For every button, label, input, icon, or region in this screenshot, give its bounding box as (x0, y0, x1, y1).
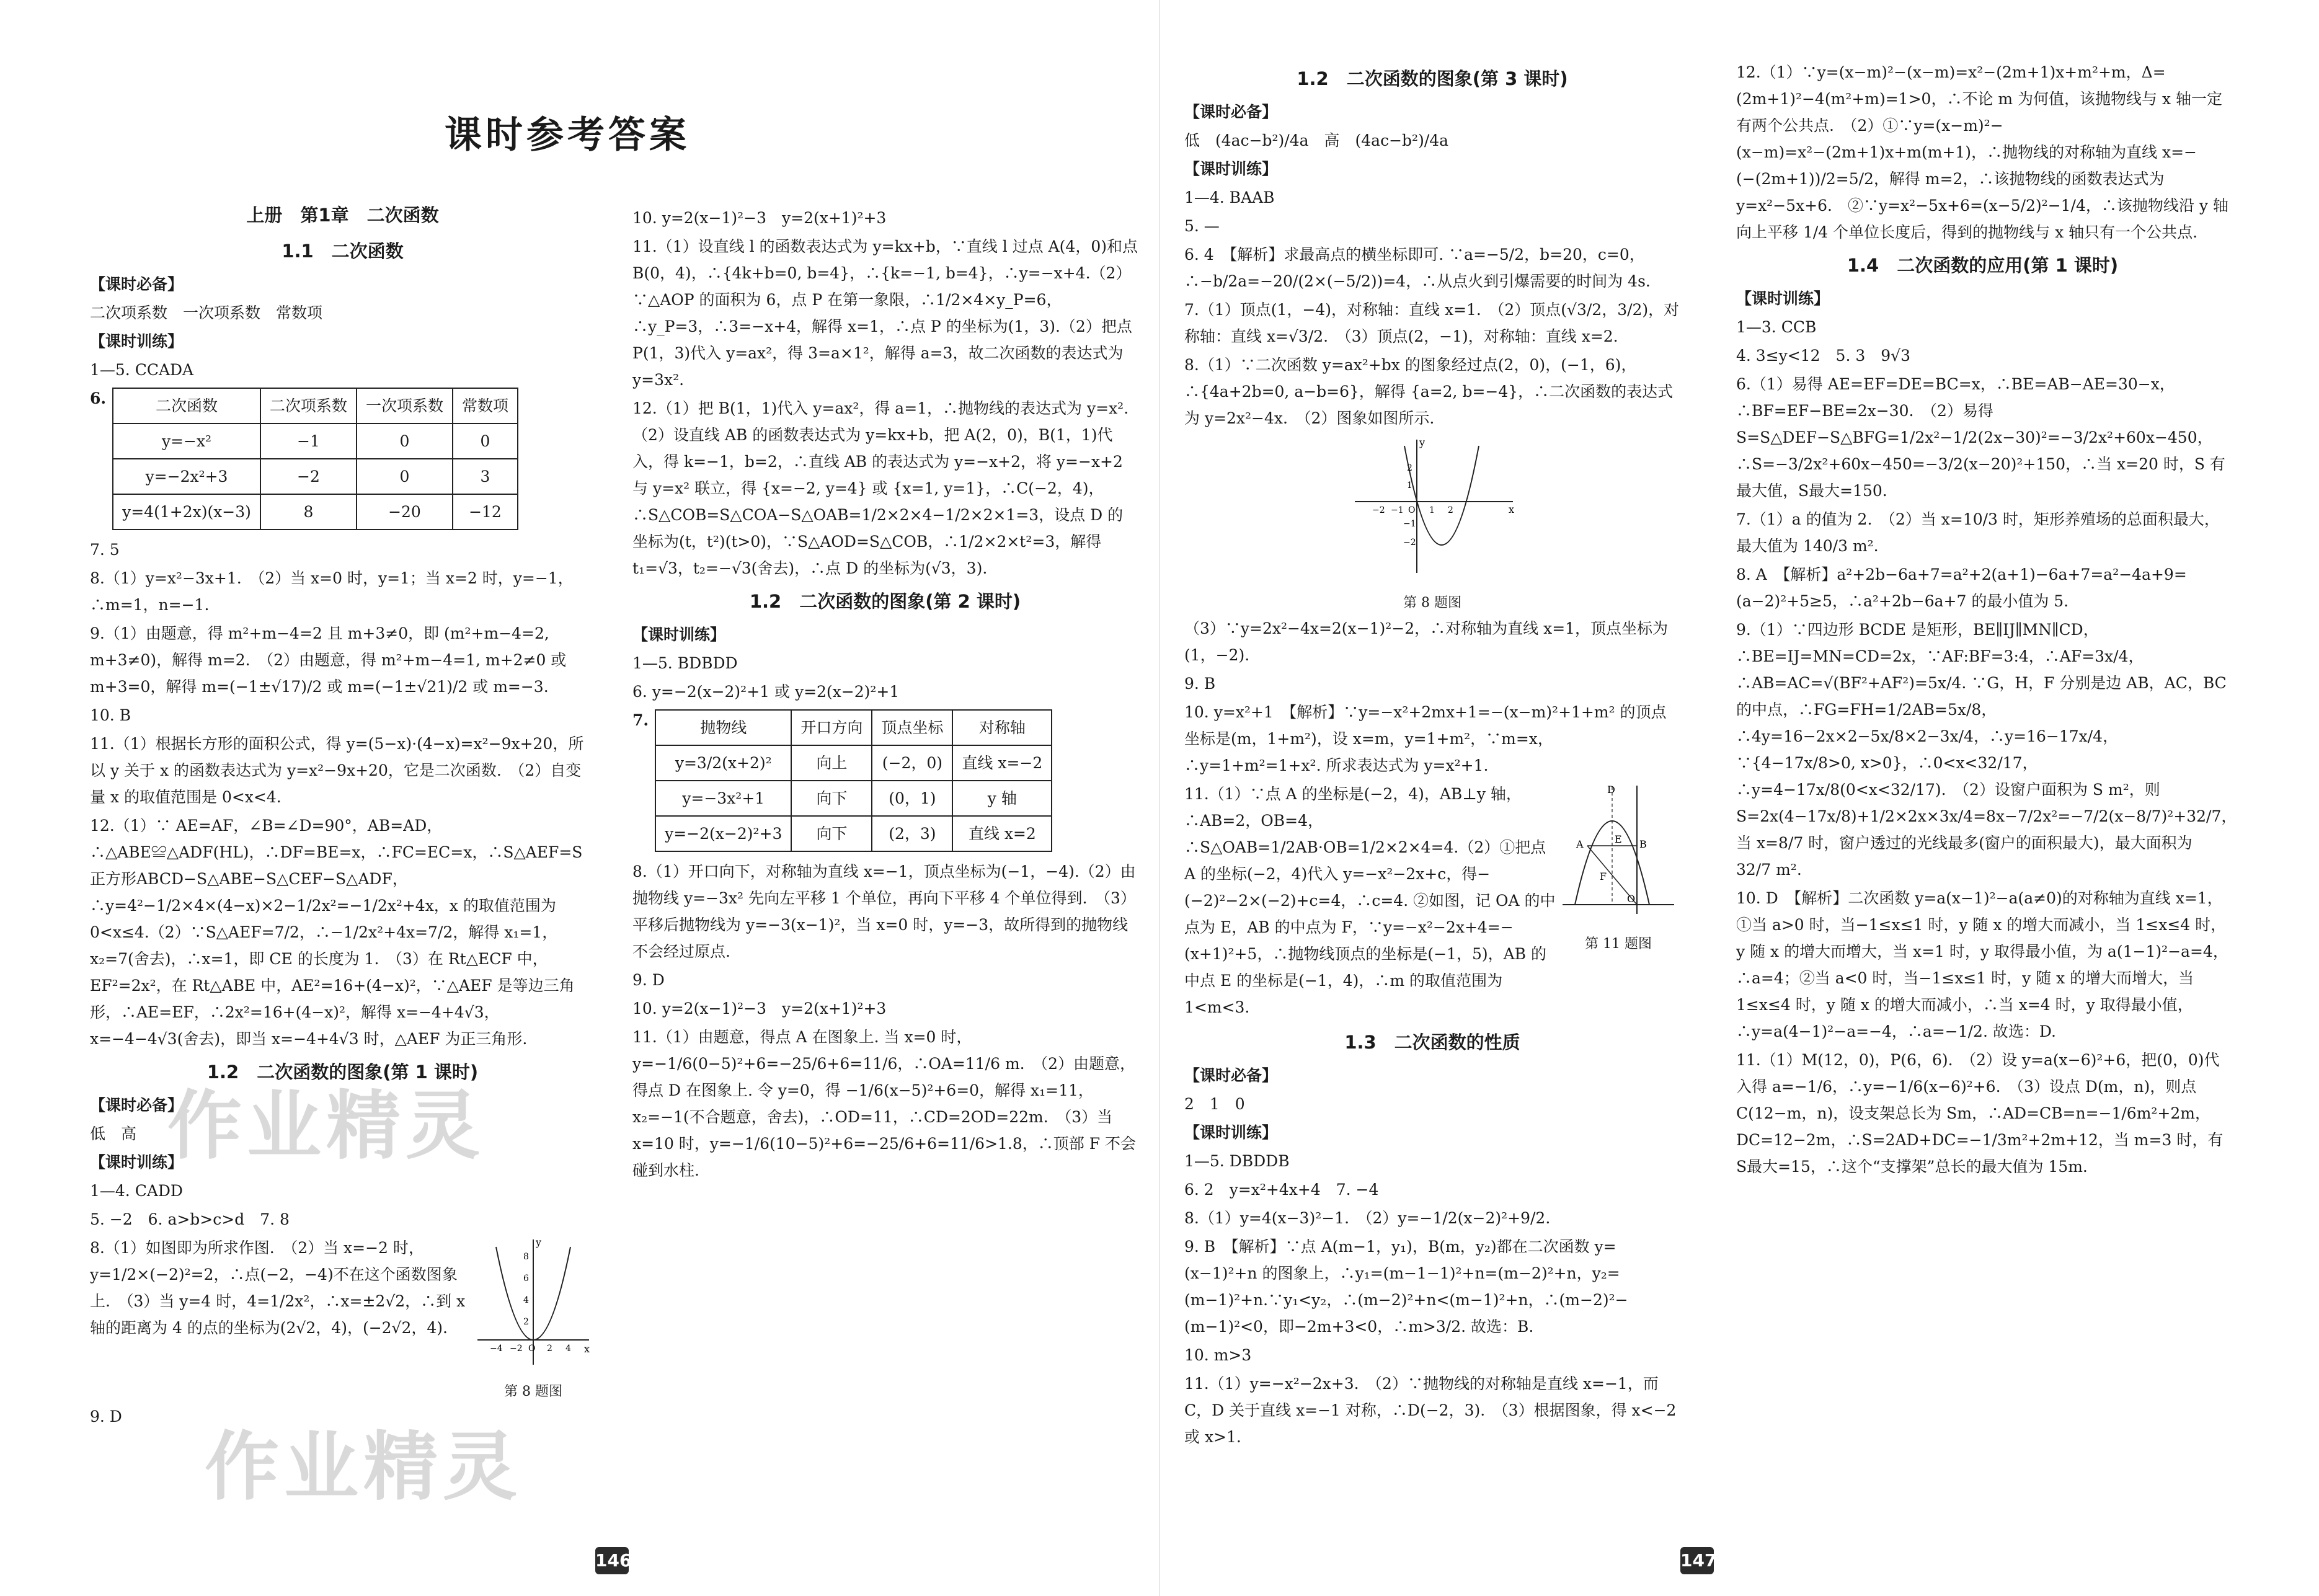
chapter-heading: 上册 第1章 二次函数 (246, 205, 439, 226)
answer-text: 10. y=x²+1 【解析】∵y=−x²+2mx+1=−(x−m)²+1+m² 的顶点坐标是(m，1+m²)，设 x=m，y=1+m²，∵m=x，∴y=1+m²=1+x². 所求表达式为 y=x²+1. (1184, 703, 1667, 774)
figure-8-right (1184, 433, 1680, 615)
answer-text: 低 高 (90, 1124, 137, 1143)
column-2 (632, 205, 1145, 1186)
answer-text: 2 1 0 (1184, 1094, 1245, 1113)
page-number-left: 146 (595, 1547, 629, 1574)
table-cell: 0 (357, 423, 453, 459)
parabola-curve (1404, 446, 1479, 545)
table-header: 一次项系数 (357, 388, 453, 423)
answer-text: 4. 3≤y<12 5. 3 9√3 (1736, 346, 1910, 365)
answer-text: 11.（1）根据长方形的面积公式，得 y=(5−x)·(4−x)=x²−9x+20，所以 y 关于 x 的函数表达式为 y=x²−9x+20，它是二次函数. （2）自变量 x 的取值范围是 0<x<4. (90, 734, 584, 806)
table-header-row (655, 710, 1052, 745)
table-header: 抛物线 (655, 710, 791, 745)
answer-text: 12.（1）把 B(1，1)代入 y=ax²，得 a=1，∴抛物线的表达式为 y=x². （2）设直线 AB 的函数表达式为 y=kx+b，把 A(2，0)，B(1，1)代入，得 k=−1，b=2，∴直线 AB 的表达式为 y=−x+2，将 y=−x+2 与 y=x² 联立，得 {x=−2, y=4} 或 {x=1, y=1}，∴C(−2，4)，∴S△COB=S△COA−S△OAB=1/2×2×4−1/2×2×1=3，设点 D 的坐标为(t，t²)(t>0)，∵S△AOD=S△COB，∴1/2×2×t²=3，解得 t₁=√3，t₂=−√3(舍去)，∴点 D 的坐标为(√3，3). (632, 399, 1145, 577)
tick-label: O (528, 1343, 536, 1354)
table-cell: −12 (453, 494, 518, 530)
table-cell: −1 (260, 423, 357, 459)
label-xunlian: 【课时训练】 (1736, 289, 1830, 308)
section-heading-1-4: 1.4 二次函数的应用(第 1 课时) (1847, 255, 2119, 276)
tick-label: 1 (1407, 480, 1412, 490)
table-header-row (113, 388, 518, 423)
tick-label: 2 (547, 1343, 552, 1354)
answer-text: 11.（1）M(12，0)，P(6，6). （2）设 y=a(x−6)²+6，把(0，0)代入得 a=−1/6，∴y=−1/6(x−6)²+6. （3）设点 D(m，n)，则点 C(12−m，n)，设支架总长为 Sm，∴AD=CB=n=−1/6m²+2m，DC=12−2m，∴S=2AD+DC=−1/3m²+2m+12，当 m=3 时，有 S最大=15，∴这个“支撑架”总长的最大值为 15m. (1736, 1050, 2224, 1176)
point-label: O (1627, 892, 1636, 905)
table-cell: y 轴 (952, 781, 1052, 816)
tick-label: 2 (523, 1316, 529, 1327)
answer-text: 10. y=2(x−1)²−3 y=2(x+1)²+3 (632, 999, 887, 1017)
answer-text: 1—4. CADD (90, 1181, 183, 1200)
tick-label: 8 (523, 1251, 529, 1262)
axis-label-y: y (1419, 436, 1426, 448)
table-cell: y=4(1+2x)(x−3) (113, 494, 260, 530)
section-heading-1-1: 1.1 二次函数 (282, 240, 404, 262)
label-xunlian: 【课时训练】 (90, 1153, 184, 1171)
figure-caption: 第 8 题图 (1403, 595, 1461, 611)
label-bixu: 【课时必备】 (1184, 102, 1278, 121)
tick-label: 4 (523, 1295, 529, 1305)
answer-text: 1—4. BAAB (1184, 188, 1275, 206)
watermark: 作业精灵 (167, 1083, 485, 1169)
answer-text: 8.（1）如图即为所求作图. （2）当 x=−2 时，y=1/2×(−2)²=2，∴点(−2，−4)不在这个函数图象上. （3）当 y=4 时，4=1/2x²，∴x=±2√2，∴到 x 轴的距离为 4 的点的坐标为(2√2，4)，(−2√2，4). (90, 1238, 466, 1337)
answer-text: 11.（1）y=−x²−2x+3. （2）∵抛物线的对称轴是直线 x=−1，而 C，D 关于直线 x=−1 对称，∴D(−2，3). （3）根据图象，得 x<−2 或 x>1. (1184, 1374, 1677, 1446)
table-cell: 3 (453, 459, 518, 494)
figure-8-left (471, 1235, 595, 1404)
answer-text: 7.（1）顶点(1，−4)，对称轴：直线 x=1. （2）顶点(√3/2，3/2)，对称轴：直线 x=√3/2. （3）顶点(2，−1)，对称轴：直线 x=2. (1184, 300, 1680, 345)
table-cell: 直线 x=2 (952, 816, 1052, 851)
table-header: 二次项系数 (260, 388, 357, 423)
answer-text: 8.（1）y=4(x−3)²−1. （2）y=−1/2(x−2)²+9/2. (1184, 1208, 1551, 1227)
table-cell: (2，3) (872, 816, 952, 851)
answer-text: 1—5. BDBDD (632, 654, 738, 672)
axis-label-x: x (584, 1342, 590, 1355)
column-1 (90, 195, 595, 1432)
column-4 (1736, 59, 2237, 1182)
tick-label: 6 (523, 1273, 529, 1283)
table-cell: 向下 (791, 816, 872, 851)
table-row (113, 423, 518, 459)
label-bixu: 【课时必备】 (90, 275, 184, 293)
tick-label: −2 (1372, 505, 1385, 515)
point-label: A (1576, 838, 1584, 850)
tick-label: −4 (490, 1343, 503, 1354)
parabola-graph (471, 1235, 595, 1371)
question-number: 6. (90, 389, 107, 407)
parabola-graph (1342, 433, 1522, 582)
tick-label: −1 (1391, 505, 1404, 515)
table-cell: 0 (453, 423, 518, 459)
table-cell: −2 (260, 459, 357, 494)
answer-text: 9. B 【解析】∵点 A(m−1，y₁)，B(m，y₂)都在二次函数 y=(x−1)²+n 的图象上，∴y₁=(m−1−1)²+n=(m−2)²+n，y₂=(m−1)²+n.∵y₁<y₂，∴(m−2)²+n<(m−1)²+n，∴(m−2)²−(m−1)²<0，即−2m+3<0，∴m>3/2. 故选：B. (1184, 1237, 1628, 1336)
table-cell: y=−3x²+1 (655, 781, 791, 816)
table-header: 顶点坐标 (872, 710, 952, 745)
table-cell: (0，1) (872, 781, 952, 816)
answer-text: 6. y=−2(x−2)²+1 或 y=2(x−2)²+1 (632, 682, 900, 701)
figure-caption: 第 8 题图 (504, 1383, 562, 1399)
table-cell: y=−2(x−2)²+3 (655, 816, 791, 851)
answer-text: 12.（1）∵ AE=AF，∠B=∠D=90°，AB=AD，∴△ABE≌△ADF(HL)，∴DF=BE=x，∴FC=EC=x，∴S△AEF=S正方形ABCD−S△ABE−S△CEF−S△ADF，∴y=4²−1/2×4×(4−x)×2−1/2x²=−1/2x²+4x，x 的取值范围为 0<x≤4.（2）∵S△AEF=7/2，∴−1/2x²+4x=7/2，解得 x₁=1，x₂=7(舍去)，∴x=1，即 CE 的长度为 1. （3）在 Rt△ECF 中，EF²=2x²，在 Rt△ABE 中，AE²=16+(4−x)²，∵△AEF 是等边三角形，∴AE=EF，∴2x²=16+(4−x)²，解得 x=−4+4√3，x=−4−4√3(舍去)，即当 x=−4+4√3 时，△AEF 为正三角形. (90, 816, 583, 1048)
column-3 (1184, 59, 1680, 1452)
table-row (655, 781, 1052, 816)
point-label: D (1607, 783, 1615, 796)
answer-text: 7.（1）a 的值为 2. （2）当 x=10/3 时，矩形养殖场的总面积最大，最大值为 140/3 m². (1736, 510, 2220, 555)
answer-text: 12.（1）∵y=(x−m)²−(x−m)=x²−(2m+1)x+m²+m，Δ=(2m+1)²−4(m²+m)=1>0，∴不论 m 为何值，该抛物线与 x 轴一定有两个公共点. （2）①∵y=(x−m)²−(x−m)=x²−(2m+1)x+m(m+1)，∴抛物线的对称轴为直线 x=−(−(2m+1))/2=5/2，解得 m=2，∴该抛物线的函数表达式为 y=x²−5x+6. ②∵y=x²−5x+6=(x−5/2)²−1/4，∴该抛物线沿 y 轴向上平移 1/4 个单位长度后，得到的抛物线与 x 轴只有一个公共点. (1736, 63, 2228, 241)
table-cell: y=−x² (113, 423, 260, 459)
answer-text: 9. B (1184, 674, 1216, 693)
answer-text: 1—5. DBDDB (1184, 1151, 1290, 1170)
table-header: 常数项 (453, 388, 518, 423)
tick-label: 1 (1429, 505, 1435, 515)
figure-caption: 第 11 题图 (1585, 936, 1652, 952)
axis-label-x: x (1509, 503, 1515, 515)
section-heading-1-2c: 1.2 二次函数的图象(第 3 课时) (1297, 68, 1568, 89)
answer-text: 二次项系数 一次项系数 常数项 (90, 303, 323, 322)
answer-text: 11.（1）∵点 A 的坐标是(−2，4)，AB⊥y 轴，∴AB=2，OB=4，∴S△OAB=1/2AB·OB=1/2×2×4=4.（2）①把点 A 的坐标(−2，4)代入 y=−x²−2x+c，得−(−2)²−2×(−2)+c=4，∴c=4. ②如图，记 OA 的中点为 E，AB 的中点为 F，∵y=−x²−2x+4=−(x+1)²+5，∴抛物线顶点的坐标是(−1，5)，AB 的中点 E 的坐标是(−1，4)，∴m 的取值范围为 1<m<3. (1184, 784, 1556, 1016)
tick-label: −1 (1403, 518, 1416, 529)
answer-text: （3）∵y=2x²−4x=2(x−1)²−2，∴对称轴为直线 x=1，顶点坐标为(1，−2). (1184, 619, 1669, 664)
table-row (655, 745, 1052, 781)
label-xunlian: 【课时训练】 (632, 625, 726, 644)
answer-text: 9.（1）∵四边形 BCDE 是矩形，BE∥IJ∥MN∥CD，∴BE=IJ=MN=CD=2x，∵AF:BF=3:4，∴AF=3x/4，∴AB=AC=√(BF²+AF²)=5x/4. ∵G，H，F 分别是边 AB，AC，BC 的中点，∴FG=FH=1/2AB=5x/8，∴4y=16−2x×2−5x/8×2−3x/4，∴y=16−17x/4，∵{4−17x/8>0, x>0}，∴0<x<32/17，∴y=4−17x/8(0<x<32/17). （2）设窗户面积为 S m²，则 S=2x(4−17x/8)+1/2×2x×3x/4=8x−7/2x²=−7/2(x−8/7)²+32/7，当 x=8/7 时，窗户透过的光线最多(窗户的面积最大)，最大面积为 32/7 m². (1736, 620, 2237, 879)
answer-text: 7. 5 (90, 540, 120, 559)
answer-text: 9.（1）由题意，得 m²+m−4=2 且 m+3≠0，即 (m²+m−4=2, m+3≠0)，解得 m=2. （2）由题意，得 m²+m−4=1, m+2≠0 或 m+3=0，解得 m=(−1±√17)/2 或 m=(−1±√21)/2 或 m=−3. (90, 624, 567, 696)
answer-table-1 (112, 388, 518, 530)
answer-text: 6. 2 y=x²+4x+4 7. −4 (1184, 1180, 1379, 1199)
answer-text: 6.（1）易得 AE=EF=DE=BC=x，∴BE=AB−AE=30−x，∴BF=EF−BE=2x−30. （2）易得 S=S△DEF−S△BFG=1/2x²−1/2(2x−30)²=−3/2x²+60x−450，∴S=−3/2x²+60x−450=−3/2(x−20)²+150，∴当 x=20 时，S 有最大值，S最大=150. (1736, 375, 2225, 500)
table-row (655, 816, 1052, 851)
answer-text: 8. A 【解析】a²+2b−6a+7=a²+2(a+1)−6a+7=a²−4a+9=(a−2)²+5≥5，∴a²+2b−6a+7 的最小值为 5. (1736, 565, 2187, 610)
answer-text: 10. B (90, 706, 131, 724)
table-cell: 向上 (791, 745, 872, 781)
answer-text: 8.（1）开口向下，对称轴为直线 x=−1，顶点坐标为(−1，−4).（2）由抛物线 y=−3x² 先向左平移 1 个单位，再向下平移 4 个单位得到. （3）平移后抛物线为 y=−3(x−1)²，当 x=0 时，y=−3，故所得到的抛物线不会经过原点. (632, 862, 1136, 960)
arch-graph (1556, 781, 1680, 923)
label-xunlian: 【课时训练】 (1184, 1123, 1278, 1142)
answer-text: 9. D (90, 1408, 122, 1426)
question-7 (632, 707, 1138, 858)
section-heading-1-2a: 1.2 二次函数的图象(第 1 课时) (206, 1061, 479, 1083)
answer-text: 6. 4 【解析】求最高点的横坐标即可. ∵a=−5/2，b=20，c=0，∴−b/2a=−20/(2×(−5/2))=4，∴从点火到引爆需要的时间为 4s. (1184, 245, 1651, 290)
watermark: 作业精灵 (205, 1424, 522, 1510)
question-6 (90, 385, 595, 536)
label-xunlian: 【课时训练】 (1184, 159, 1278, 178)
answer-text: 11.（1）由题意，得点 A 在图象上. 当 x=0 时，y=−1/6(0−5)²+6=−25/6+6=11/6，∴OA=11/6 m. （2）由题意，得点 D 在图象上. 令 y=0，得 −1/6(x−5)²+6=0，解得 x₁=11，x₂=−1(不合题意，舍去)，∴OD=11，∴CD=2OD=22m. （3）当 x=10 时，y=−1/6(10−5)²+6=−25/6+6=11/6>1.8，∴顶部 F 不会碰到水柱. (632, 1027, 1137, 1179)
point-label: B (1639, 838, 1647, 850)
answer-table-2 (655, 709, 1052, 852)
answer-text: 1—5. CCADA (90, 360, 194, 379)
tick-label: 2 (1407, 463, 1412, 473)
answer-text: 9. D (632, 970, 665, 989)
answer-text: 8.（1）∵二次函数 y=ax²+bx 的图象经过点(2，0)，(−1，6)，∴{4a+2b=0, a−b=6}，解得 {a=2, b=−4}，∴二次函数的表达式为 y=2x²−4x. （2）图象如图所示. (1184, 355, 1674, 427)
answer-text: 11.（1）设直线 l 的函数表达式为 y=kx+b，∵直线 l 过点 A(4，0)和点 B(0，4)，∴{4k+b=0, b=4}，∴{k=−1, b=4}，∴y=−x+4.（2）∵△AOP 的面积为 6，点 P 在第一象限，∴1/2×4×y_P=6，∴y_P=3，∴3=−x+4，解得 x=1，∴点 P 的坐标为(1，3).（2）把点 P(1，3)代入 y=ax²，得 3=a×1²，解得 a=3，故二次函数的表达式为 y=3x². (632, 237, 1138, 389)
table-cell: −20 (357, 494, 453, 530)
page-number-right: 147 (1680, 1547, 1714, 1574)
answer-text: 10. y=2(x−1)²−3 y=2(x+1)²+3 (632, 209, 887, 227)
tick-label: −2 (510, 1343, 523, 1354)
answer-text: 1—3. CCB (1736, 317, 1817, 336)
table-cell: y=3/2(x+2)² (655, 745, 791, 781)
section-heading-1-2b: 1.2 二次函数的图象(第 2 课时) (749, 591, 1021, 612)
axis-label-y: y (536, 1236, 542, 1248)
question-11-block (1184, 781, 1680, 1022)
tick-label: O (1408, 505, 1416, 515)
table-cell: 直线 x=−2 (952, 745, 1052, 781)
table-header: 开口方向 (791, 710, 872, 745)
tick-label: 4 (565, 1343, 571, 1354)
answer-text: 10. D 【解析】二次函数 y=a(x−1)²−a(a≠0)的对称轴为直线 x=1，①当 a>0 时，当−1≤x≤1 时，y 随 x 的增大而减小，当 1≤x≤4 时，y 随 x 的增大而增大，当 x=1 时，y 取得最小值，为 a(1−1)²−a=4，∴a=4；②当 a<0 时，当−1≤x≤1 时，y 随 x 的增大而增大，当 1≤x≤4 时，y 随 x 的增大而减小，∴当 x=4 时，y 取得最小值，∴y=a(4−1)²−a=−4，∴a=−1/2. 故选：D. (1736, 889, 2228, 1040)
page-title: 课时参考答案 (445, 113, 690, 157)
label-bixu: 【课时必备】 (1184, 1066, 1278, 1084)
answer-text: 低 (4ac−b²)/4a 高 (4ac−b²)/4a (1184, 131, 1449, 149)
table-cell: 向下 (791, 781, 872, 816)
table-cell: y=−2x²+3 (113, 459, 260, 494)
table-cell: (−2，0) (872, 745, 952, 781)
point-label: E (1615, 833, 1622, 845)
question-number: 7. (632, 711, 649, 729)
tick-label: 2 (1448, 505, 1453, 515)
table-header: 对称轴 (952, 710, 1052, 745)
right-page (1160, 0, 2319, 1596)
label-xunlian: 【课时训练】 (90, 332, 184, 350)
tick-label: −2 (1403, 537, 1416, 548)
figure-11 (1556, 781, 1680, 1022)
answer-text: 10. m>3 (1184, 1346, 1252, 1364)
table-row (113, 459, 518, 494)
point-label: F (1600, 870, 1607, 882)
section-heading-1-3: 1.3 二次函数的性质 (1344, 1031, 1520, 1053)
label-bixu: 【课时必备】 (90, 1096, 184, 1114)
answer-text: 5. — (1184, 216, 1220, 235)
answer-text: 8.（1）y=x²−3x+1. （2）当 x=0 时，y=1；当 x=2 时，y=−1，∴m=1，n=−1. (90, 569, 574, 614)
table-header: 二次函数 (113, 388, 260, 423)
table-cell: 0 (357, 459, 453, 494)
table-cell: 8 (260, 494, 357, 530)
answer-text: 5. −2 6. a>b>c>d 7. 8 (90, 1210, 290, 1228)
question-8-block (90, 1235, 595, 1404)
table-row (113, 494, 518, 530)
